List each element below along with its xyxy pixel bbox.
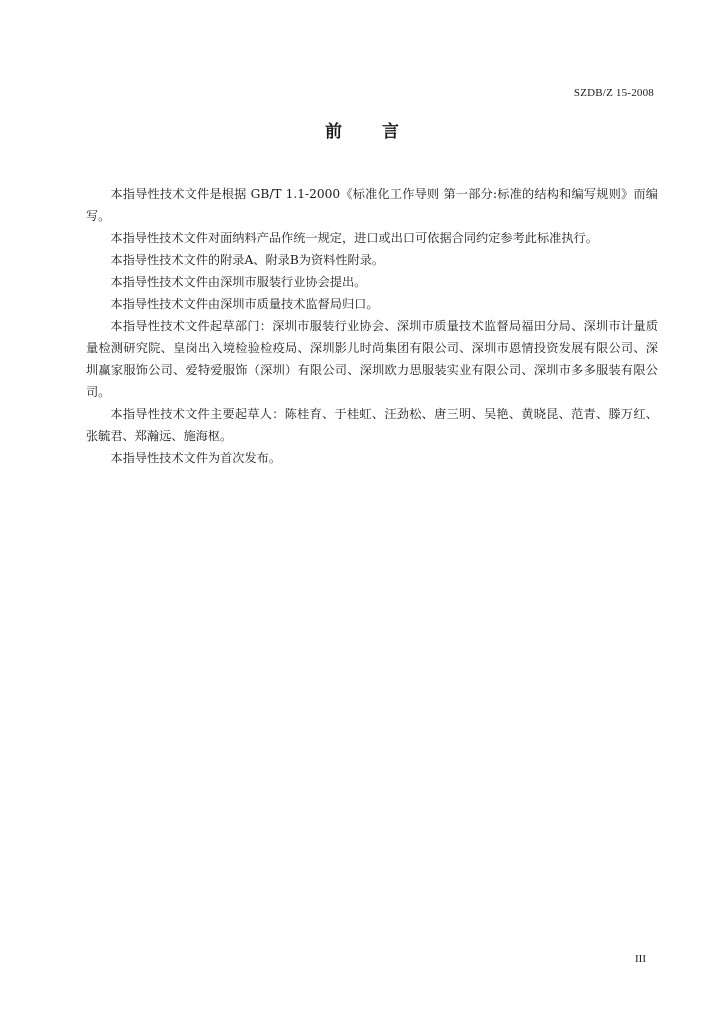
paragraph-proposer: 本指导性技术文件由深圳市服装行业协会提出。 (110, 275, 367, 289)
page-title (0, 117, 724, 142)
paragraph-first-release: 本指导性技术文件为首次发布。 (110, 451, 282, 465)
title-char-1: 前 (325, 122, 342, 142)
paragraph-administrator: 本指导性技术文件由深圳市质量技术监督局归口。 (110, 297, 379, 311)
paragraph-drafting-units: 本指导性技术文件起草部门：深圳市服装行业协会、深圳市质量技术监督局福田分局、深圳市计量质量检测研究院、皇岗出入境检验检疫局、深圳影儿时尚集团有限公司、深圳市恩情投资发展有限公司、深圳赢家服饰公司、爱特爱服饰（深圳）有限公司、深圳欧力思服装实业有限公司、深圳市多多服装有限公司。 (86, 319, 658, 399)
paragraph-scope: 本指导性技术文件对面纳料产品作统一规定，进口或出口可依据合同约定参考此标准执行。 (110, 231, 598, 245)
paragraph-drafters: 本指导性技术文件主要起草人：陈桂育、于桂虹、汪劲松、唐三明、吴艳、黄晓昆、范青、滕万红、张毓君、郑瀚远、施海枢。 (86, 407, 658, 443)
paragraph-basis: 本指导性技术文件是根据 GB/T 1.1-2000《标准化工作导则 第一部分:标准的结构和编写规则》而编写。 (86, 187, 658, 223)
page-number: III (635, 953, 646, 965)
paragraph-appendix: 本指导性技术文件的附录A、附录B为资料性附录。 (110, 253, 385, 267)
title-char-2: 言 (382, 122, 399, 142)
foreword-body (86, 183, 658, 469)
document-code: SZDB/Z 15-2008 (573, 87, 654, 99)
